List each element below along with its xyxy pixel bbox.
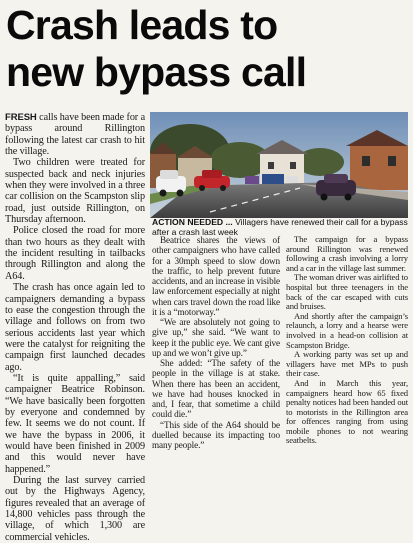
article-paragraph: Two children were treated for suspected back and neck injuries when they were involved in a three car collision on the Scampston slip road, just outside Rillington, on Thursday afternoon. <box>5 157 145 226</box>
headline <box>6 2 407 96</box>
article-column-1 <box>5 112 145 543</box>
article-paragraph: And shortly after the campaign’s relaunch, a lorry and a hearse were involved in a head-on collision at Scampston Bridge. <box>286 310 408 350</box>
article-paragraph: During the last survey carried out by the Highways Agency, figures revealed that an average of 14,800 vehicles pass through the village, of which 1,300 are commercial vehicles. <box>5 475 145 543</box>
crash-scene-photo <box>150 112 408 218</box>
article-paragraph: She added: “The safety of the people in the village is at stake. When there has been an accident, we have had houses knocked in and, I fear, that sometime a child could die.” <box>152 358 280 420</box>
article-paragraph: And in March this year, campaigners heard how 65 fixed penalty notices had been handed out to motorists in the Rillington area for offences ranging from using mobile phones to not wearing seatbelts. <box>286 377 408 446</box>
caption-text: Villagers have renewed their call for a bypass after a crash last week <box>152 217 408 237</box>
article-paragraph: Police closed the road for more than two hours as they dealt with the incident resulting in tailbacks through Rillington and along the A64. <box>5 225 145 282</box>
article-paragraph: Beatrice shares the views of other campaigners who have called for a 30mph speed to slow down the traffic, to help prevent future accidents, and an increase in visible law enforcement especially at night when cars travel down the road like it is a “motorway.” <box>152 235 280 317</box>
article-paragraph: The campaign for a bypass around Rillington was renewed following a crash involving a lorry and a car in the village last summer. <box>286 234 408 273</box>
village-street-image <box>150 112 408 218</box>
article-paragraph: The woman driver was airlifted to hospital but three teenagers in the back of the car escaped with cuts and bruises. <box>286 272 408 312</box>
article-paragraph: “This side of the A64 should be duelled because its impacting too many people.” <box>152 419 280 450</box>
article-paragraph: “It is quite appalling,” said campaigner Beatrice Robinson. “We have basically been forgotten by everyone and condemned by few. It seems we do not count. If we have the bypass in 2006, it would have been finished in 2009 and this would never have happened.” <box>5 372 145 475</box>
article-column-3 <box>286 235 408 446</box>
article-column-2 <box>152 235 280 450</box>
headline-line-2: new bypass call <box>6 49 307 95</box>
caption-tag: ACTION NEEDED ... <box>152 217 233 227</box>
article-paragraph: “We are absolutely not going to give up,” she said. “We want to keep it the public eye. We cant give up and we won’t give up.” <box>152 317 280 358</box>
article-paragraph: FRESH calls have been made for a bypass around Rillington following the latest car crash to hit the village. <box>5 112 145 158</box>
article-lead-word: FRESH <box>5 112 37 123</box>
article-paragraph: The crash has once again led to campaigners demanding a bypass to ease the congestion through the village and follows on from two serious accidents last year which were the catalyst for reigniting the campaign first launched decades ago. <box>5 282 145 373</box>
headline-line-1: Crash leads to <box>6 2 278 48</box>
article-paragraph: A working party was set up and villagers have met MPs to push their case. <box>286 349 408 379</box>
